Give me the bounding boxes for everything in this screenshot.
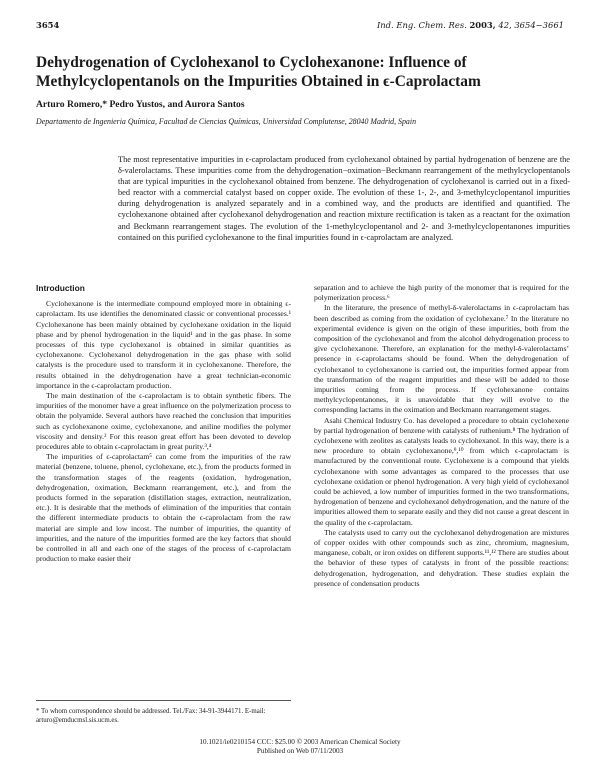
page-number: 3654 xyxy=(36,20,60,30)
paragraph: Asahi Chemical Industry Co. has developed a procedure to obtain cyclohexene by partial hydrogenation of benzene with catalysts of ruthenium.⁸ The hydration of cyclohexene with zeolites as catalysts leads to cyclohexanol. In this way, there is a new procedure to obtain cyclohexanone,⁹,¹⁰ from which ϵ-caprolactam is manufactured by the conventional route. Cyclohexene is a compound that yields cyclohexanone with some advantages as compared to the processes that use cyclohexane oxidation or phenol hydrogenation. A very high yield of cyclohexanol could be achieved, a low number of impurities formed in the two transformations, hydrogenation of benzene and cyclohexanol dehydrogenation, and the nature of the impurities allowed them to separate easily and they did not cause a great descent in the quality of the ϵ-caprolactam. xyxy=(314,415,569,527)
paragraph: In the literature, the presence of methyl-δ-valerolactams in ϵ-caprolactam has been described as coming from the oxidation of cyclohexane.⁷ In the literature no experimental evidence is given on the origin of these impurities, both from the composition of the cyclohexanol and from the alcohol dehydrogenation process to give cyclohexanone. Therefore, an explanation for the methyl-δ-valerolactams’ presence in ϵ-caprolactams should be found. When the dehydrogenation of cyclohexanol to cyclohexanone is carried out, the impurities formed appear from the transformation of the reagent impurities and these will be added to those impurities coming from the process. If cyclohexanone contains methylcyclopentanones, it is unavoidable that they will evolve to the corresponding lactams in the oximation and Beckmann rearrangement stages. xyxy=(314,303,569,415)
page-footer xyxy=(0,738,600,756)
journal-name: Ind. Eng. Chem. Res. xyxy=(376,20,467,30)
published-line: Published on Web 07/11/2003 xyxy=(256,747,344,755)
correspondence-footnote: * To whom correspondence should be addressed. Tel./Fax: 34-91-3944171. E-mail: arturo@emducmsl.sis.ucm.es. xyxy=(36,700,291,725)
paragraph: separation and to achieve the high purity of the monomer that is required for the polymerization process.⁶ xyxy=(314,283,569,303)
paragraph: The impurities of ϵ-caprolactam⁵ can come from the impurities of the raw material (benzene, toluene, phenol, cyclohexane, etc.), from the products formed in the transformation stages of the reagents (oxidation, hydrogenation, dehydrogenation, oximation, Beckmann rearrangement, etc.), and from the products formed in the separation (distillation stages, extraction, neutralization, etc.). It is desirable that the methods of elimination of the impurities that contain the different intermediate products to obtain the ϵ-caprolactam from the raw material are simple and low incost. The number of impurities, the quantity of impurities, and the nature of the impurities formed are the key factors that should be controlled in all and each one of the stages of the process of ϵ-caprolactam production to make easier their xyxy=(36,452,291,564)
section-heading-introduction: Introduction xyxy=(36,283,85,293)
abstract: The most representative impurities in ϵ-caprolactam produced from cyclohexanol obtained by partial hydrogenation of benzene are the δ-valerolactams. These impurities come from the dehydrogenation−oximation−Beckmann rearrangement of the methylcyclopentanols that are typical impurities in the cyclohexanol obtained from benzene. The dehydrogenation of cyclohexanol is carried out in a fixed-bed reactor with a commercial catalyst based on copper oxide. The evolution of these 1-, 2-, and 3-methylcyclopentanol impurities during dehydrogenation is analyzed separately and in a combined way, and the products are identified and quantified. The cyclohexanone obtained after cyclohexanol dehydrogenation and reaction mixture rectification is taken as a reactant for the oximation and Beckmann rearrangement stages. The evolution of the 1-methylcyclopentanol and 2- and 3-methylcyclopentanones impurities contained on this purified cyclohexanone to the final impurities found in ϵ-caprolactam are analyzed. xyxy=(118,155,570,242)
doi-line: 10.1021/ie0210154 CCC: $25.00 © 2003 American Chemical Society xyxy=(199,738,401,746)
paragraph: Cyclohexanone is the intermediate compound employed more in obtaining ϵ-caprolactam. Its use identifies the denominated classic or conventional processes.¹ Cyclohexanone has been mainly obtained by cyclohexane oxidation in the liquid phase and by phenol hydrogenation in the liquid¹ and in the gas phase. In some processes of this type cyclohexanol is obtained in similar quantities as cyclohexanone. Cyclohexanol dehydrogenation in the gas phase with solid catalysts is the procedure used to transform it in cyclohexanone. Therefore, the results obtained in the dehydrogenation have a great technician-economic importance in the ϵ-caprolactam production. xyxy=(36,299,291,390)
right-column xyxy=(314,283,569,589)
affiliation: Departamento de Ingenieria Química, Facultad de Ciencias Químicas, Universidad Complutense, 28040 Madrid, Spain xyxy=(36,117,417,126)
journal-year: 2003, xyxy=(469,20,496,30)
paragraph: The catalysts used to carry out the cyclohexanol dehydrogenation are mixtures of copper oxides with other compounds such as zinc, chromium, magnesium, manganese, cobalt, or iron oxides on different supports.¹¹,¹² There are studies about the behavior of these types of catalysts in front of the possible reactions: dehydrogenation, hydrogenation, and dehydration. These studies explain the presence of condensation products xyxy=(314,527,569,588)
paragraph: The main destination of the ϵ-caprolactam is to obtain synthetic fibers. The impurities of the monomer have a great influence on the polymerization process to obtain the polyamide. Several authors have reached the conclusion that impurities such as cyclohexanone oxime, cyclohexanone, and aniline modifies the polymer viscosity and density.² For this reason great effort has been devoted to develop procedures able to obtain ϵ-caprolactam in great purity.³,⁴ xyxy=(36,391,291,452)
author-list: Arturo Romero,* Pedro Yustos, and Aurora Santos xyxy=(36,99,245,110)
left-column xyxy=(36,283,291,564)
article-title: Dehydrogenation of Cyclohexanol to Cyclohexanone: Influence of Methylcyclopentanols on the Impurities Obtained in ϵ-Caprolactam xyxy=(36,54,481,90)
running-header xyxy=(36,20,564,32)
journal-citation xyxy=(377,20,564,30)
journal-volume-pages: 42, 3654−3661 xyxy=(498,20,564,30)
